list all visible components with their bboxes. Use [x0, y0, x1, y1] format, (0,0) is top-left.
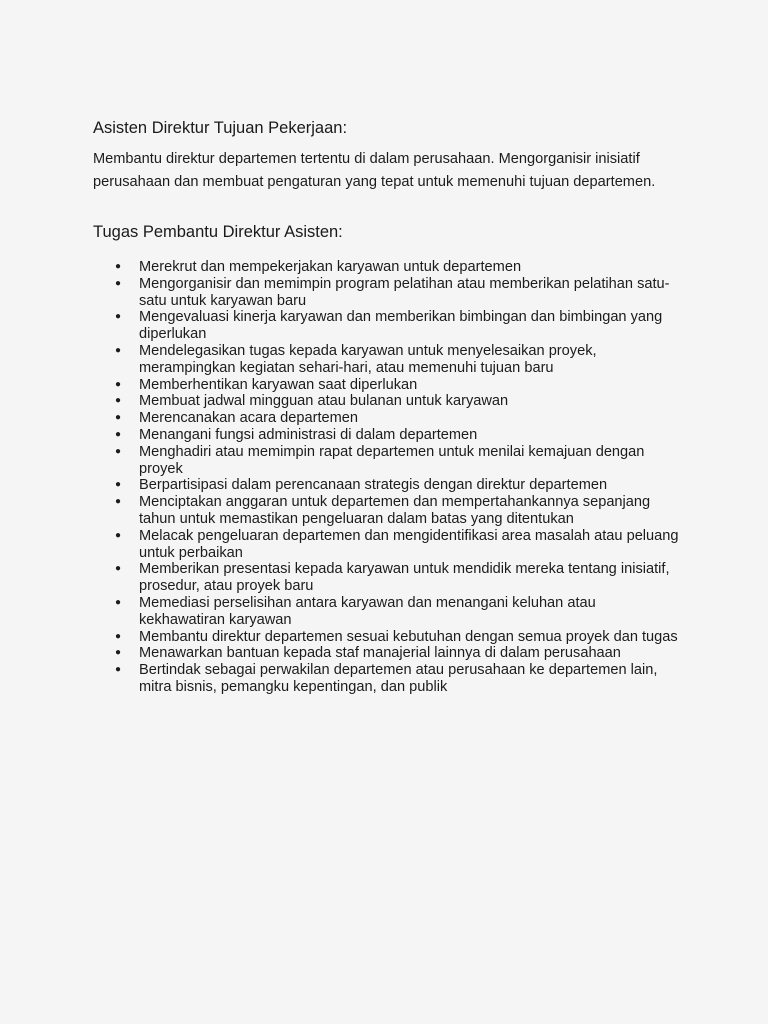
duty-text: Memberikan presentasi kepada karyawan untuk mendidik mereka tentang inisiatif, prosedur, atau proyek baru	[139, 561, 670, 595]
list-item	[93, 427, 683, 444]
list-item	[93, 343, 683, 377]
bullet-dot-icon: ●	[115, 630, 122, 642]
list-item	[93, 309, 683, 343]
objective-paragraph: Membantu direktur departemen tertentu di dalam perusahaan. Mengorganisir inisiatif perusahaan dan membuat pengaturan yang tepat untuk memenuhi tujuan departemen.	[93, 151, 656, 190]
duty-text: Memberhentikan karyawan saat diperlukan	[139, 376, 418, 393]
objective-heading: Asisten Direktur Tujuan Pekerjaan:	[93, 119, 348, 137]
bullet-dot-icon: ●	[115, 261, 122, 272]
bullet-dot-icon: ●	[115, 378, 122, 390]
bullet-dot-icon: ●	[115, 344, 122, 356]
list-item	[93, 410, 683, 427]
bullet-dot-icon: ●	[115, 479, 122, 491]
duty-text: Melacak pengeluaran departemen dan mengidentifikasi area masalah atau peluang untuk perbaikan	[139, 527, 679, 561]
list-item	[93, 444, 683, 478]
duty-text: Mengorganisir dan memimpin program pelatihan atau memberikan pelatihan satu-satu untuk karyawan baru	[139, 275, 670, 309]
list-item	[93, 595, 683, 629]
bullet-dot-icon: ●	[115, 563, 122, 575]
bullet-dot-icon: ●	[115, 664, 122, 676]
list-item	[93, 645, 683, 662]
list-item	[93, 393, 683, 410]
list-item	[93, 377, 683, 394]
duty-text: Mendelegasikan tugas kepada karyawan untuk menyelesaikan proyek, merampingkan kegiatan sehari-hari, atau memenuhi tujuan baru	[139, 342, 597, 376]
bullet-dot-icon: ●	[115, 428, 122, 440]
duty-text: Menangani fungsi administrasi di dalam departemen	[139, 426, 478, 443]
bullet-dot-icon: ●	[115, 529, 122, 541]
bullet-dot-icon: ●	[115, 277, 122, 289]
bullet-dot-icon: ●	[115, 596, 122, 608]
duty-text: Menciptakan anggaran untuk departemen dan mempertahankannya sepanjang tahun untuk memastikan pengeluaran dalam batas yang ditentukan	[139, 494, 651, 527]
duty-text: Merencanakan acara departemen	[139, 410, 359, 427]
list-item	[93, 276, 683, 310]
duty-text: Menawarkan bantuan kepada staf manajerial lainnya di dalam perusahaan	[139, 645, 621, 662]
bullet-dot-icon: ●	[115, 311, 122, 323]
duty-text: Berpartisipasi dalam perencanaan strategis dengan direktur departemen	[139, 477, 608, 494]
duty-text: Menghadiri atau memimpin rapat departemen untuk menilai kemajuan dengan proyek	[139, 443, 645, 477]
bullet-dot-icon: ●	[115, 412, 122, 424]
list-item	[93, 528, 683, 562]
document-content	[93, 117, 683, 696]
list-item	[93, 477, 683, 494]
list-item	[93, 629, 683, 646]
duty-text: Membantu direktur departemen sesuai kebutuhan dengan semua proyek dan tugas	[139, 628, 678, 645]
list-item	[93, 662, 683, 696]
list-item	[93, 561, 683, 595]
bullet-dot-icon: ●	[115, 445, 122, 457]
duty-text: Bertindak sebagai perwakilan departemen atau perusahaan ke departemen lain, mitra bisnis, pemangku kepentingan, dan publik	[139, 662, 658, 695]
bullet-dot-icon: ●	[115, 647, 122, 659]
duty-text: Mengevaluasi kinerja karyawan dan memberikan bimbingan dan bimbingan yang diperlukan	[139, 309, 663, 343]
bullet-dot-icon: ●	[115, 395, 122, 407]
duties-heading: Tugas Pembantu Direktur Asisten:	[93, 223, 343, 241]
duty-text: Memediasi perselisihan antara karyawan dan menangani keluhan atau kekhawatiran karyawan	[139, 594, 596, 628]
duties-list	[93, 259, 683, 696]
list-item	[93, 494, 683, 528]
duty-text: Membuat jadwal mingguan atau bulanan untuk karyawan	[139, 393, 509, 410]
list-item	[93, 259, 683, 276]
bullet-dot-icon: ●	[115, 496, 122, 508]
duty-text: Merekrut dan mempekerjakan karyawan untuk departemen	[139, 259, 522, 275]
